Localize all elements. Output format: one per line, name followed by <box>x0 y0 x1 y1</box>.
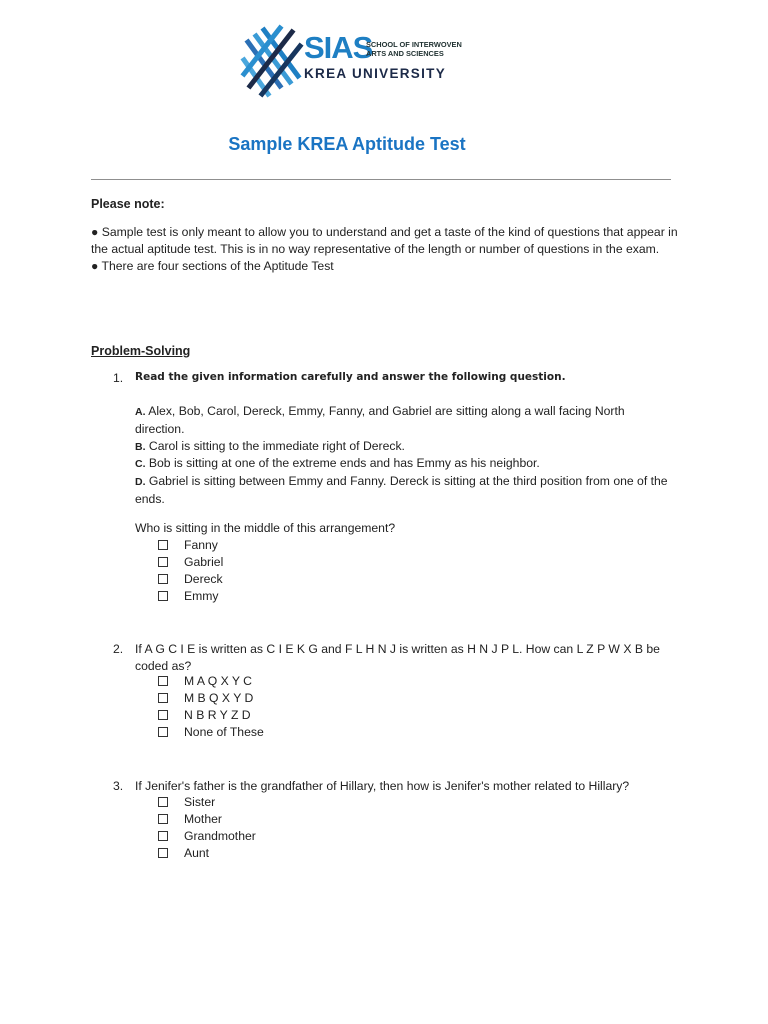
section-heading: Problem-Solving <box>91 344 191 358</box>
option-label: M A Q X Y C <box>184 674 252 688</box>
question-3-options <box>158 794 256 862</box>
option-checkbox[interactable] <box>158 811 256 828</box>
page-title: Sample KREA Aptitude Test <box>228 134 466 154</box>
option-checkbox[interactable] <box>158 673 264 690</box>
statement-label: B. <box>135 440 146 453</box>
option-label: Aunt <box>184 846 210 860</box>
question-1-text: Who is sitting in the middle of this arrangement? <box>135 521 396 535</box>
statement-text: Alex, Bob, Carol, Dereck, Emmy, Fanny, and Gabriel are sitting along a wall facing North direction. <box>135 404 625 436</box>
checkbox-icon[interactable] <box>158 574 168 584</box>
note-bullet-2: ● There are four sections of the Aptitude Test <box>91 258 334 273</box>
option-checkbox[interactable] <box>158 828 256 845</box>
question-1-options <box>158 537 223 605</box>
checkbox-icon[interactable] <box>158 540 168 550</box>
checkbox-icon[interactable] <box>158 797 168 807</box>
question-1-statements <box>135 403 675 508</box>
logo-school-line1: SCHOOL OF INTERWOVEN <box>366 40 462 49</box>
logo-sias-text: SIAS <box>304 30 373 65</box>
logo-university-name: KREA UNIVERSITY <box>304 66 447 81</box>
university-logo <box>240 24 460 100</box>
option-label: Sister <box>184 795 216 809</box>
woven-logo-mark-icon <box>240 24 304 100</box>
note-body <box>91 224 681 274</box>
option-label: Fanny <box>184 538 218 552</box>
option-checkbox[interactable] <box>158 588 223 605</box>
statement-text: Gabriel is sitting between Emmy and Fanny. Dereck is sitting at the third position from one of the ends. <box>135 474 668 506</box>
statement-c <box>135 455 675 473</box>
logo-school-line2: ARTS AND SCIENCES <box>366 49 444 58</box>
option-checkbox[interactable] <box>158 724 264 741</box>
checkbox-icon[interactable] <box>158 693 168 703</box>
checkbox-icon[interactable] <box>158 710 168 720</box>
checkbox-icon[interactable] <box>158 557 168 567</box>
checkbox-icon[interactable] <box>158 848 168 858</box>
checkbox-icon[interactable] <box>158 591 168 601</box>
option-label: None of These <box>184 725 264 739</box>
option-label: M B Q X Y D <box>184 691 254 705</box>
statement-b <box>135 438 675 456</box>
statement-text: Carol is sitting to the immediate right of Dereck. <box>148 438 405 453</box>
statement-label: D. <box>135 476 146 489</box>
statement-text: Bob is sitting at one of the extreme ends and has Emmy as his neighbor. <box>148 456 540 471</box>
checkbox-icon[interactable] <box>158 727 168 737</box>
option-checkbox[interactable] <box>158 707 264 724</box>
option-checkbox[interactable] <box>158 537 223 554</box>
title-divider <box>91 179 671 180</box>
question-2-number: 2. <box>113 642 124 656</box>
statement-label: C. <box>135 458 146 471</box>
checkbox-icon[interactable] <box>158 831 168 841</box>
option-checkbox[interactable] <box>158 554 223 571</box>
statement-d <box>135 473 675 508</box>
option-label: Grandmother <box>184 829 256 843</box>
option-checkbox[interactable] <box>158 794 256 811</box>
note-heading: Please note: <box>91 197 165 211</box>
question-2-options <box>158 673 264 741</box>
question-1-lead: Read the given information carefully and answer the following question. <box>135 371 566 383</box>
option-checkbox[interactable] <box>158 845 256 862</box>
option-label: Mother <box>184 812 222 826</box>
note-bullet-1: ● Sample test is only meant to allow you to understand and get a taste of the kind of questions that appear in the actual aptitude test. This is in no way representative of the length or number of questions in the exam. <box>91 225 678 256</box>
checkbox-icon[interactable] <box>158 814 168 824</box>
statement-label: A. <box>135 406 146 418</box>
logo-school-name <box>366 40 462 58</box>
question-3-number: 3. <box>113 779 124 793</box>
option-label: N B R Y Z D <box>184 708 251 722</box>
question-3-text: If Jenifer's father is the grandfather of Hillary, then how is Jenifer's mother related to Hillary? <box>135 779 630 793</box>
option-label: Gabriel <box>184 555 224 569</box>
checkbox-icon[interactable] <box>158 676 168 686</box>
option-label: Dereck <box>184 572 223 586</box>
question-1-number: 1. <box>113 371 124 385</box>
statement-a <box>135 403 675 438</box>
option-checkbox[interactable] <box>158 690 264 707</box>
question-2-text: If A G C I E is written as C I E K G and F L H N J is written as H N J P L. How can L Z P W X B be coded as? <box>135 642 660 673</box>
option-checkbox[interactable] <box>158 571 223 588</box>
option-label: Emmy <box>184 589 219 603</box>
